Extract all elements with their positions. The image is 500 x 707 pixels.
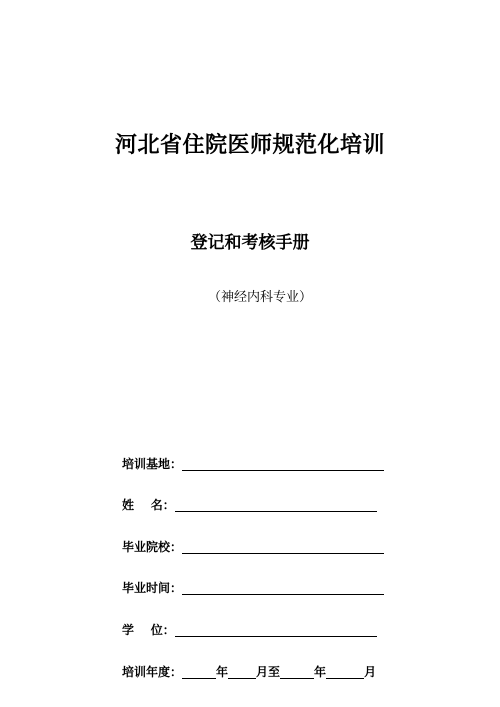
end-year-unit: 年 <box>314 665 327 679</box>
start-month-unit: 月至 <box>256 665 281 679</box>
degree-field <box>122 618 377 638</box>
end-month-unit: 月 <box>364 665 377 679</box>
name-blank[interactable] <box>175 496 377 512</box>
name-field <box>122 493 377 513</box>
training-base-label: 培训基地： <box>122 457 183 471</box>
degree-label: 学 位： <box>122 623 175 637</box>
end-year-blank[interactable] <box>280 663 314 679</box>
end-month-blank[interactable] <box>326 663 364 679</box>
specialty-label: （神经内科专业） <box>207 290 312 305</box>
document-title: 河北省住院医师规范化培训 <box>114 133 385 158</box>
graduation-school-field <box>122 535 384 555</box>
training-year-label: 培训年度： <box>122 665 183 679</box>
training-base-blank[interactable] <box>182 455 384 471</box>
start-year-blank[interactable] <box>182 663 216 679</box>
start-month-blank[interactable] <box>228 663 256 679</box>
training-year-field <box>122 660 376 680</box>
start-year-unit: 年 <box>216 665 229 679</box>
training-base-field <box>122 452 384 472</box>
graduation-time-blank[interactable] <box>182 579 384 595</box>
degree-blank[interactable] <box>175 621 377 637</box>
graduation-time-label: 毕业时间： <box>122 581 183 595</box>
document-subtitle: 登记和考核手册 <box>190 233 310 253</box>
graduation-time-field <box>122 576 384 596</box>
name-label: 姓 名： <box>122 498 175 512</box>
graduation-school-label: 毕业院校： <box>122 540 183 554</box>
graduation-school-blank[interactable] <box>182 538 384 554</box>
